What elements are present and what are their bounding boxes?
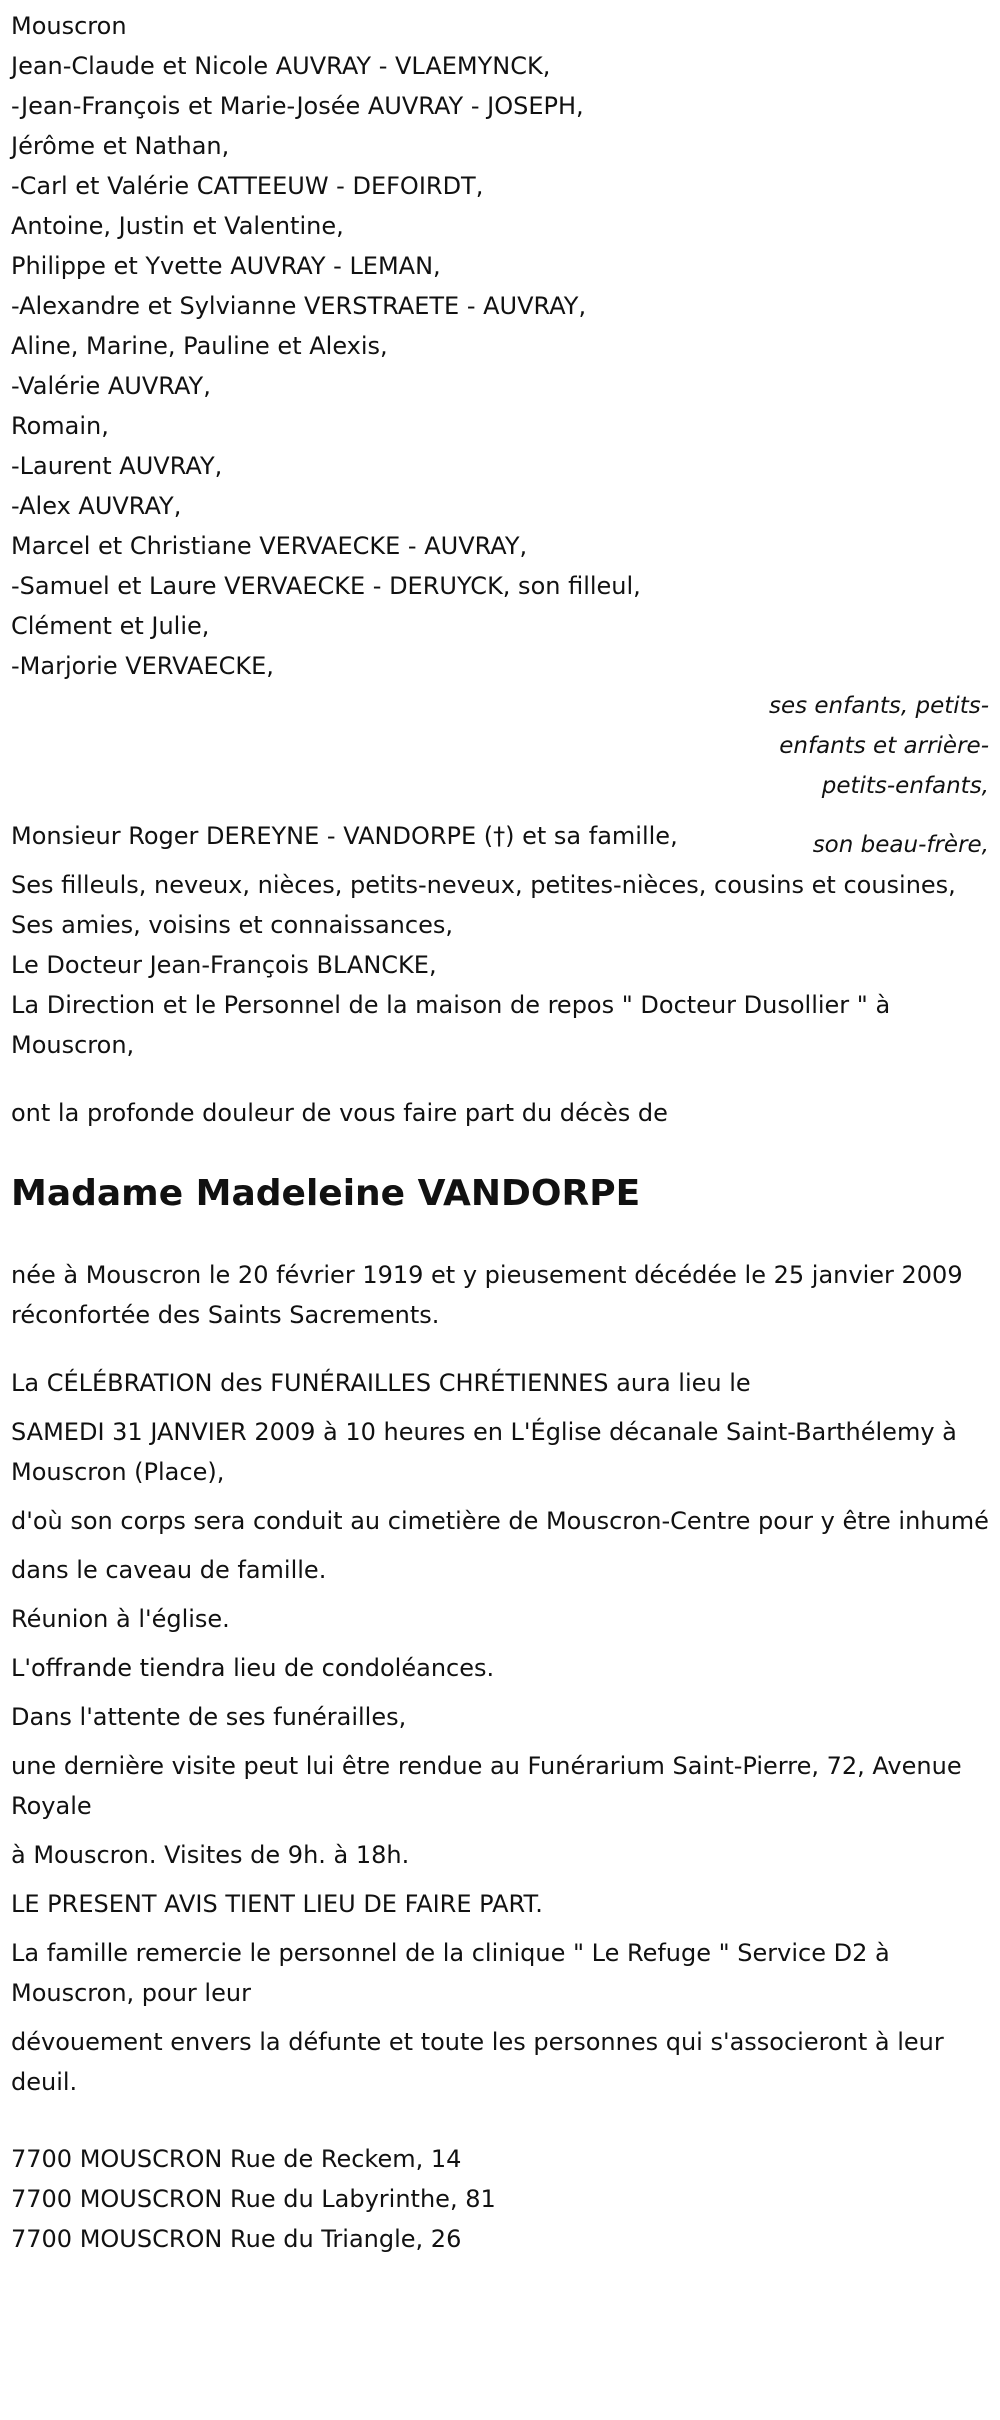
brother-in-law-row xyxy=(11,816,991,865)
ceremony-line: La CÉLÉBRATION des FUNÉRAILLES CHRÉTIENNES aura lieu le xyxy=(11,1369,751,1397)
relation-line: ses enfants, petits- xyxy=(768,693,989,719)
relation-line: enfants et arrière- xyxy=(779,733,989,759)
ceremony-line: L'offrande tiendra lieu de condoléances. xyxy=(11,1654,495,1682)
deceased-name: Madame Madeleine VANDORPE xyxy=(11,1173,641,1214)
family-line: Jérôme et Nathan, xyxy=(11,132,230,160)
family-line: Antoine, Justin et Valentine, xyxy=(11,212,344,240)
brother-in-law-name: Monsieur Roger DEREYNE - VANDORPE (†) et sa famille, xyxy=(11,822,678,850)
others-line: La Direction et le Personnel de la maison de repos " Docteur Dusollier " à Mouscron, xyxy=(11,991,891,1059)
family-line: Marcel et Christiane VERVAECKE - AUVRAY, xyxy=(11,532,528,560)
ceremony-line: une dernière visite peut lui être rendue au Funérarium Saint-Pierre, 72, Avenue Royale xyxy=(11,1752,962,1820)
family-line: Aline, Marine, Pauline et Alexis, xyxy=(11,332,388,360)
others-line: Le Docteur Jean-François BLANCKE, xyxy=(11,951,437,979)
ceremony-line: LE PRESENT AVIS TIENT LIEU DE FAIRE PART. xyxy=(11,1890,543,1918)
obituary-notice xyxy=(11,6,991,2259)
family-list xyxy=(11,6,991,686)
family-line: -Marjorie VERVAECKE, xyxy=(11,652,274,680)
family-line: Romain, xyxy=(11,412,109,440)
family-line: -Samuel et Laure VERVAECKE - DERUYCK, son filleul, xyxy=(11,572,641,600)
family-line: -Alex AUVRAY, xyxy=(11,492,182,520)
ceremony-line: d'où son corps sera conduit au cimetière de Mouscron-Centre pour y être inhumé xyxy=(11,1507,989,1535)
ceremony-line: à Mouscron. Visites de 9h. à 18h. xyxy=(11,1841,410,1869)
relation-line: petits-enfants, xyxy=(821,773,989,799)
address-line: 7700 MOUSCRON Rue du Labyrinthe, 81 xyxy=(11,2185,496,2213)
ceremony-line: Réunion à l'église. xyxy=(11,1605,230,1633)
address-line: 7700 MOUSCRON Rue de Reckem, 14 xyxy=(11,2145,462,2173)
address-line: 7700 MOUSCRON Rue du Triangle, 26 xyxy=(11,2225,462,2253)
family-line: Clément et Julie, xyxy=(11,612,210,640)
family-line-city: Mouscron xyxy=(11,12,127,40)
ceremony-line: dévouement envers la défunte et toute les personnes qui s'associeront à leur deuil. xyxy=(11,2028,944,2096)
others-list xyxy=(11,865,991,1065)
family-line: -Carl et Valérie CATTEEUW - DEFOIRDT, xyxy=(11,172,484,200)
addresses xyxy=(11,2139,991,2259)
family-line: Philippe et Yvette AUVRAY - LEMAN, xyxy=(11,252,441,280)
ceremony-line: La famille remercie le personnel de la clinique " Le Refuge " Service D2 à Mouscron, pour leur xyxy=(11,1939,890,2007)
birth-death-line: née à Mouscron le 20 février 1919 et y pieusement décédée le 25 janvier 2009 xyxy=(11,1261,963,1289)
brother-in-law-relation: son beau-frère, xyxy=(812,832,989,858)
ceremony-details xyxy=(11,1363,991,2102)
birth-death-info xyxy=(11,1255,991,1335)
family-line: Jean-Claude et Nicole AUVRAY - VLAEMYNCK, xyxy=(11,52,551,80)
family-line: -Jean-François et Marie-Josée AUVRAY - JOSEPH, xyxy=(11,92,584,120)
announcement: ont la profonde douleur de vous faire part du décès de xyxy=(11,1099,668,1127)
ceremony-line: dans le caveau de famille. xyxy=(11,1556,327,1584)
family-line: -Laurent AUVRAY, xyxy=(11,452,223,480)
family-line: -Alexandre et Sylvianne VERSTRAETE - AUVRAY, xyxy=(11,292,587,320)
relation-children xyxy=(11,686,991,806)
sacraments-line: réconfortée des Saints Sacrements. xyxy=(11,1301,440,1329)
family-line: -Valérie AUVRAY, xyxy=(11,372,211,400)
ceremony-line: Dans l'attente de ses funérailles, xyxy=(11,1703,407,1731)
others-line: Ses amies, voisins et connaissances, xyxy=(11,911,453,939)
ceremony-line: SAMEDI 31 JANVIER 2009 à 10 heures en L'Église décanale Saint-Barthélemy à Mouscron (Place), xyxy=(11,1418,957,1486)
others-line: Ses filleuls, neveux, nièces, petits-neveux, petites-nièces, cousins et cousines, xyxy=(11,871,956,899)
